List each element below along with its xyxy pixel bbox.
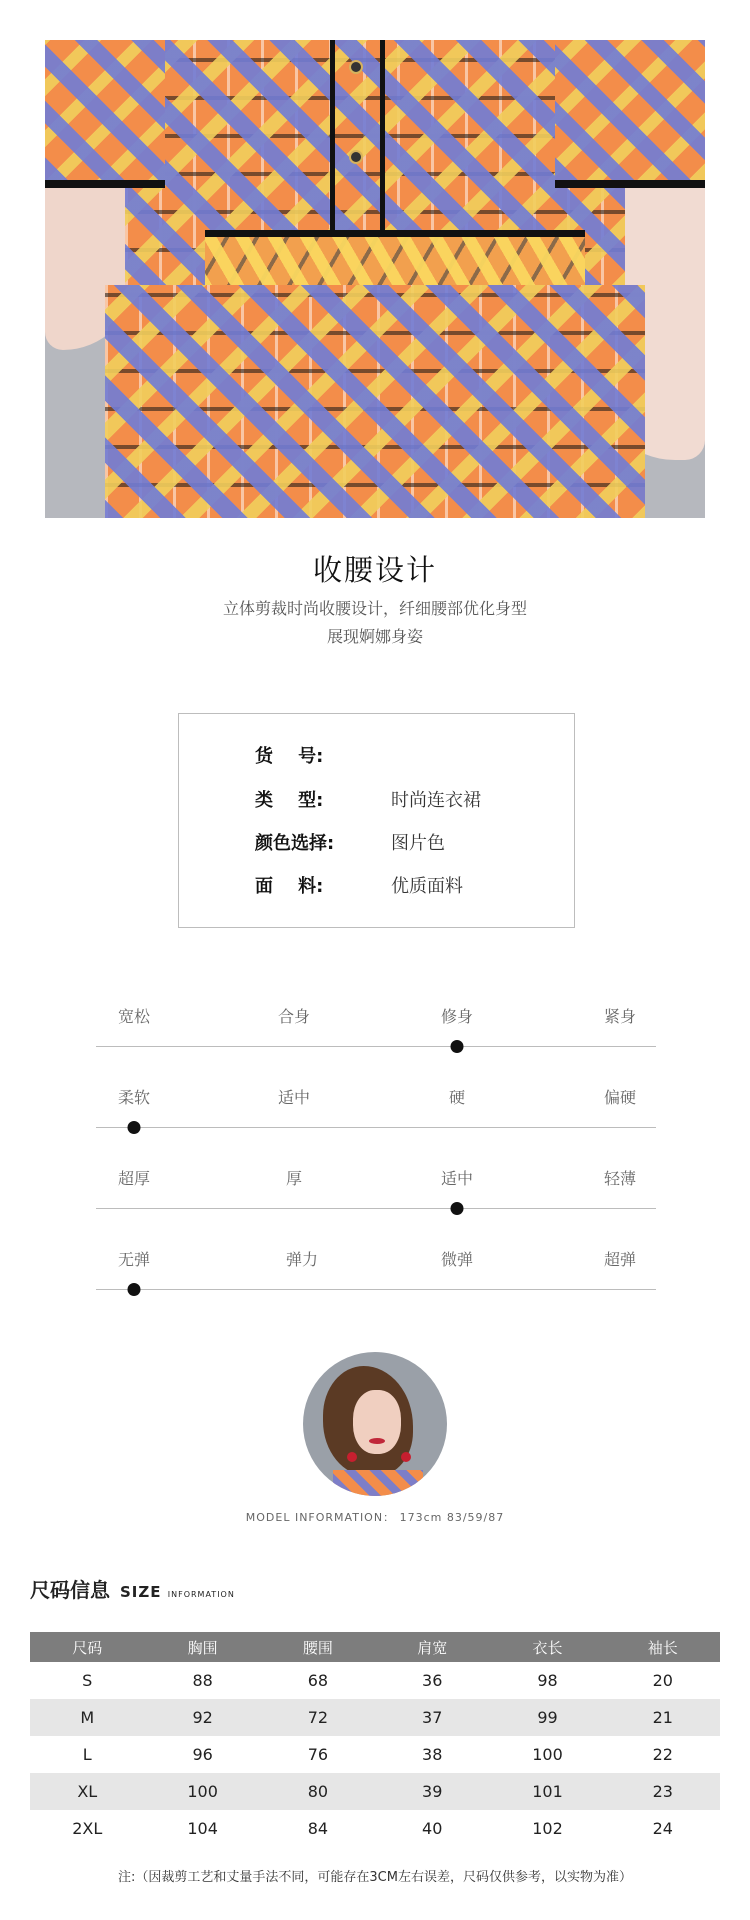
table-cell: 101 (489, 1773, 605, 1810)
scale-label: 超弹 (603, 1250, 637, 1269)
table-cell: 100 (145, 1773, 261, 1810)
spec-label: 面 料: (255, 876, 324, 897)
scale-label: 紧身 (603, 1007, 637, 1026)
size-title-en (120, 1583, 235, 1601)
table-cell: 104 (187, 1819, 218, 1838)
spec-label: 类 型: (255, 790, 324, 811)
table-cell: XL (30, 1773, 145, 1810)
table-cell: 92 (145, 1699, 261, 1736)
size-title-en-main: SIZE (120, 1583, 162, 1601)
table-cell: 23 (606, 1773, 720, 1810)
table-cell: 20 (652, 1671, 673, 1690)
size-header-cell: 袖长 (606, 1632, 720, 1662)
spec-row (255, 786, 481, 812)
table-cell: 100 (532, 1745, 563, 1764)
table-cell: 68 (307, 1671, 329, 1690)
scale-label: 偏硬 (603, 1088, 637, 1107)
table-cell: 98 (537, 1671, 558, 1690)
dress-button (349, 150, 363, 164)
scale-line (96, 1289, 656, 1290)
size-header-cell: 尺码 (30, 1632, 145, 1662)
product-photo (45, 40, 705, 518)
spec-row (255, 829, 445, 855)
size-table (30, 1632, 720, 1847)
table-cell: 84 (307, 1819, 329, 1838)
earring-icon (401, 1452, 411, 1462)
spec-value: 优质面料 (391, 876, 463, 897)
scale-label: 修身 (440, 1007, 474, 1026)
table-cell: 21 (606, 1699, 720, 1736)
model-face (353, 1390, 401, 1454)
table-cell: 38 (422, 1745, 443, 1764)
table-cell: 37 (375, 1699, 489, 1736)
dress-pleated-skirt (105, 285, 645, 518)
table-cell: 88 (192, 1671, 213, 1690)
scale-label: 厚 (285, 1169, 303, 1188)
size-note: 注:（因裁剪工艺和丈量手法不同，可能存在3CM左右误差，尺码仅供参考，以实物为准） (118, 1870, 632, 1885)
spec-row (255, 872, 463, 898)
table-row (30, 1699, 720, 1736)
scale-indicator-dot (128, 1121, 141, 1134)
scale-label: 适中 (440, 1169, 474, 1188)
table-cell: 22 (652, 1745, 673, 1764)
spec-label: 颜色选择: (255, 833, 335, 854)
scale-label: 微弹 (440, 1250, 474, 1269)
table-cell: 80 (261, 1773, 375, 1810)
earring-icon (347, 1452, 357, 1462)
size-header-cell: 腰围 (261, 1632, 375, 1662)
scale-label: 超厚 (117, 1169, 151, 1188)
dress-placket (330, 40, 385, 240)
softness-scale (96, 1085, 656, 1145)
spec-label: 货 号: (255, 746, 324, 767)
spec-box (178, 713, 575, 928)
fit-scale (96, 1004, 656, 1064)
model-avatar (303, 1352, 447, 1496)
spec-value: 图片色 (391, 833, 445, 854)
scale-label: 合身 (277, 1007, 311, 1026)
spec-row (255, 742, 365, 768)
table-cell: 36 (422, 1671, 443, 1690)
size-section-title (30, 1574, 235, 1603)
scale-label: 宽松 (117, 1007, 151, 1026)
scale-label: 柔软 (117, 1088, 151, 1107)
scale-line (96, 1127, 656, 1128)
section-title: 收腰设计 (312, 553, 437, 587)
table-cell: 99 (489, 1699, 605, 1736)
table-cell: 39 (375, 1773, 489, 1810)
dress-button (349, 60, 363, 74)
spec-value: 时尚连衣裙 (391, 790, 481, 811)
scale-indicator-dot (128, 1283, 141, 1296)
size-title-cn: 尺码信息 (30, 1578, 110, 1602)
table-cell: 40 (422, 1819, 443, 1838)
model-lips (369, 1438, 385, 1444)
table-cell: 76 (307, 1745, 329, 1764)
section-description-line: 立体剪裁时尚收腰设计，纤细腰部优化身型 (222, 599, 527, 618)
table-row (30, 1773, 720, 1810)
table-cell: 24 (652, 1819, 673, 1838)
model-collar (333, 1470, 423, 1496)
size-header-cell: 肩宽 (375, 1632, 489, 1662)
scale-indicator-dot (451, 1202, 464, 1215)
table-cell: 2XL (72, 1819, 103, 1838)
scale-label: 硬 (448, 1088, 466, 1107)
table-row (30, 1662, 720, 1699)
dress-right-sleeve (555, 40, 705, 188)
scale-label: 轻薄 (603, 1169, 637, 1188)
size-title-en-small: INFORMATION (167, 1590, 235, 1599)
scale-label: 弹力 (285, 1250, 319, 1269)
table-cell: L (82, 1745, 92, 1764)
scale-label: 无弹 (117, 1250, 151, 1269)
size-header-cell: 衣长 (489, 1632, 605, 1662)
table-cell: M (30, 1699, 145, 1736)
table-row (30, 1736, 720, 1773)
scale-indicator-dot (451, 1040, 464, 1053)
size-table-header-row (30, 1632, 720, 1662)
table-cell: 96 (192, 1745, 213, 1764)
size-header-cell: 胸围 (145, 1632, 261, 1662)
table-cell: S (82, 1671, 93, 1690)
table-row (30, 1810, 720, 1847)
scale-line (96, 1046, 656, 1047)
thickness-scale (96, 1166, 656, 1226)
table-cell: 102 (532, 1819, 563, 1838)
model-information: MODEL INFORMATION： 173cm 83/59/87 (245, 1511, 505, 1524)
dress-left-sleeve (45, 40, 165, 188)
scale-label: 适中 (277, 1088, 311, 1107)
table-cell: 72 (261, 1699, 375, 1736)
scale-line (96, 1208, 656, 1209)
elasticity-scale (96, 1247, 656, 1307)
section-description-line: 展现婀娜身姿 (326, 627, 423, 646)
